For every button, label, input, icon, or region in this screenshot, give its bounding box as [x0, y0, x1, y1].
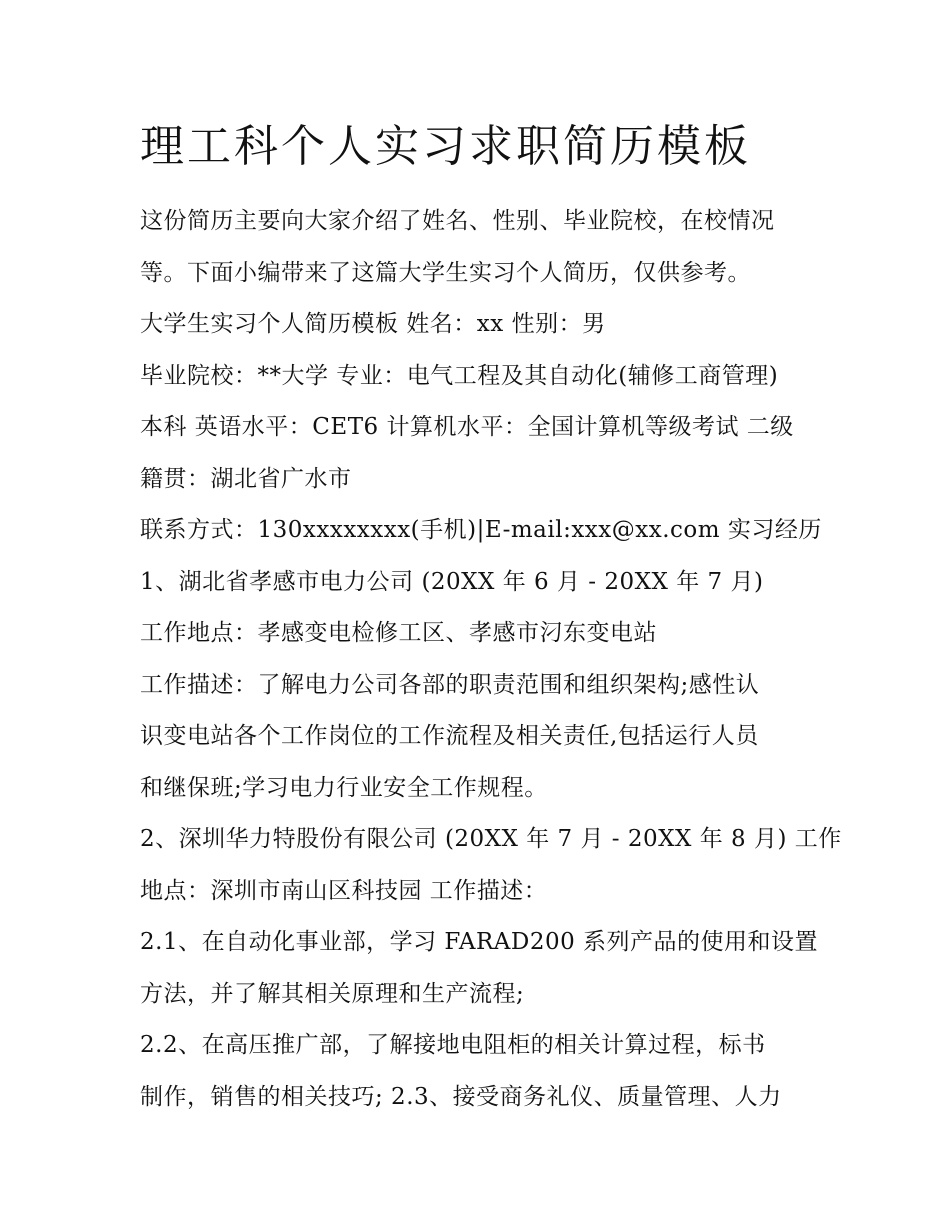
body-line: 等。下面小编带来了这篇大学生实习个人简历，仅供参考。: [140, 259, 751, 286]
body-line: 2.2、在高压推广部，了解接地电阻柜的相关计算过程，标书: [140, 1032, 766, 1058]
body-line: 籍贯：湖北省广水市: [140, 465, 352, 492]
body-line: 本科 英语水平：CET6 计算机水平：全国计算机等级考试 二级: [140, 414, 794, 440]
body-line: 和继保班;学习电力行业安全工作规程。: [140, 774, 548, 801]
document-body: [140, 196, 842, 1123]
body-line: 识变电站各个工作岗位的工作流程及相关责任,包括运行人员: [140, 723, 759, 749]
body-line: 2.1、在自动化事业部，学习 FARAD200 系列产品的使用和设置: [140, 929, 819, 955]
body-line: 毕业院校：**大学 专业：电气工程及其自动化(辅修工商管理): [140, 362, 779, 389]
body-line: 工作描述：了解电力公司各部的职责范围和组织架构;感性认: [140, 671, 760, 698]
body-line: 工作地点：孝感变电检修工区、孝感市汈东变电站: [140, 620, 657, 646]
body-line: 方法，并了解其相关原理和生产流程;: [140, 980, 525, 1007]
body-line: 制作，销售的相关技巧; 2.3、接受商务礼仪、质量管理、人力: [140, 1083, 782, 1110]
body-line: 大学生实习个人简历模板 姓名：xx 性别：男: [140, 311, 606, 337]
body-line: 1、湖北省孝感市电力公司 (20XX 年 6 月 - 20XX 年 7 月): [140, 568, 764, 595]
body-line: 地点：深圳市南山区科技园 工作描述：: [140, 877, 548, 904]
body-line: 2、深圳华力特股份有限公司 (20XX 年 7 月 - 20XX 年 8 月) 工作: [140, 826, 842, 852]
body-line: 联系方式：130xxxxxxxx(手机)|E-mail:xxx@xx.com 实习经历: [140, 517, 822, 543]
body-line: 这份简历主要向大家介绍了姓名、性别、毕业院校，在校情况: [140, 208, 775, 234]
document-title: 理工科个人实习求职简历模板: [140, 121, 751, 172]
